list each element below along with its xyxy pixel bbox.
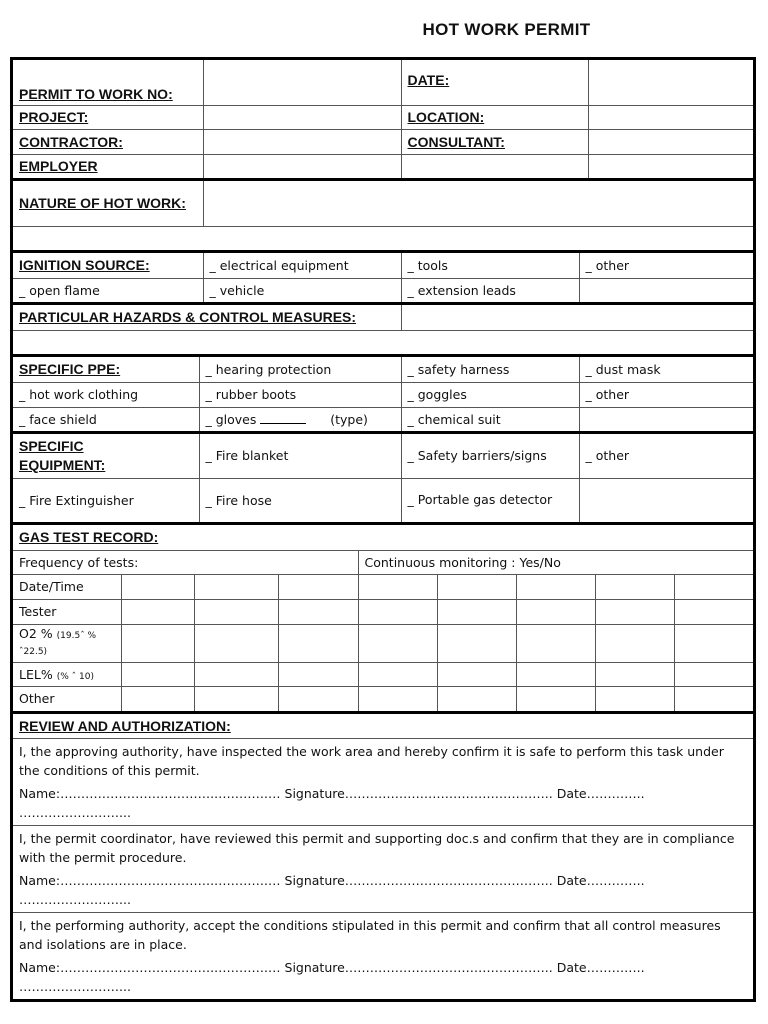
- gas-row-label: Tester: [13, 599, 121, 624]
- gas-row-label: Date/Time: [13, 574, 121, 599]
- contractor-field[interactable]: [203, 129, 401, 154]
- ppe-empty-cell: [579, 407, 753, 431]
- form-title: HOT WORK PERMIT: [422, 20, 591, 39]
- hazards-section: [13, 305, 753, 357]
- coordinator-statement: I, the permit coordinator, have reviewed this permit and supporting doc.s and confirm that they are in compliance with the permit procedure.: [19, 830, 735, 865]
- ppe-safety-harness-option[interactable]: _ safety harness: [408, 362, 510, 377]
- date-label: DATE:: [407, 72, 450, 88]
- ppe-rubber-boots-option[interactable]: _ rubber boots: [206, 387, 297, 402]
- employer-extra-2[interactable]: [588, 154, 753, 178]
- header-section: [13, 60, 753, 181]
- gas-frequency-label: Frequency of tests:: [19, 554, 139, 570]
- project-field[interactable]: [203, 105, 401, 129]
- equipment-label-line1: SPECIFIC: [19, 437, 84, 454]
- nature-section: [13, 181, 753, 253]
- equipment-other-option[interactable]: _ other: [586, 448, 630, 463]
- ppe-section: [13, 357, 753, 434]
- gas-row-datetime: [13, 574, 753, 599]
- lel-range: (% ˆ 10): [56, 671, 94, 682]
- ignition-other-option[interactable]: _ other: [586, 258, 630, 273]
- equipment-fire-blanket-option[interactable]: _ Fire blanket: [206, 448, 289, 463]
- coordinator-sign-line-cont[interactable]: ……………………...: [19, 891, 131, 907]
- date-field[interactable]: [588, 60, 753, 105]
- ppe-dust-mask-option[interactable]: _ dust mask: [586, 362, 661, 377]
- gas-row-other: [13, 686, 753, 711]
- gloves-type-blank[interactable]: [260, 423, 306, 424]
- location-label: LOCATION:: [407, 109, 485, 125]
- gas-row-label: LEL%: [19, 666, 53, 682]
- gas-row-label: Other: [13, 686, 121, 711]
- equipment-portable-gas-detector-option[interactable]: _ Portable gas detector: [408, 492, 553, 507]
- performing-statement: I, the performing authority, accept the conditions stipulated in this permit and confirm that all control measures and isolations are in place.: [19, 917, 721, 952]
- gas-label: GAS TEST RECORD:: [19, 529, 159, 546]
- gas-section: [13, 525, 753, 714]
- equipment-section: [13, 434, 753, 525]
- ignition-extension-leads-option[interactable]: _ extension leads: [408, 283, 516, 298]
- equipment-safety-barriers-option[interactable]: _ Safety barriers/signs: [408, 448, 547, 463]
- project-label: PROJECT:: [19, 109, 89, 125]
- approving-statement: I, the approving authority, have inspected the work area and hereby confirm it is safe to perform this task under the conditions of this permit.: [19, 743, 724, 778]
- ppe-other-option[interactable]: _ other: [586, 387, 630, 402]
- gas-row-tester: [13, 599, 753, 624]
- permit-no-label: PERMIT TO WORK NO:: [19, 85, 173, 102]
- ignition-electrical-option[interactable]: _ electrical equipment: [210, 258, 349, 273]
- nature-label: NATURE OF HOT WORK:: [19, 194, 186, 211]
- review-label: REVIEW AND AUTHORIZATION:: [19, 717, 231, 734]
- ppe-hearing-protection-option[interactable]: _ hearing protection: [206, 362, 332, 377]
- performing-sign-line[interactable]: Name:……………………………….………….… Signature………………………………………….. Date…………..: [19, 959, 645, 975]
- ignition-vehicle-option[interactable]: _ vehicle: [210, 283, 265, 298]
- ppe-gloves-option[interactable]: _ gloves: [206, 412, 257, 427]
- hazards-field[interactable]: [401, 305, 753, 330]
- ignition-label: IGNITION SOURCE:: [19, 257, 150, 274]
- ppe-label: SPECIFIC PPE:: [19, 361, 121, 378]
- review-section: [13, 714, 753, 999]
- nature-field[interactable]: [203, 181, 753, 226]
- approving-sign-line-cont[interactable]: ……………………...: [19, 804, 131, 820]
- contractor-label: CONTRACTOR:: [19, 133, 123, 150]
- approving-sign-line[interactable]: Name:……………………………….………….… Signature………………………………………….. Date…………..: [19, 785, 645, 801]
- coordinator-sign-line[interactable]: Name:……………………………….………….… Signature………………………………………….. Date…………..: [19, 872, 645, 888]
- location-field[interactable]: [588, 105, 753, 129]
- ignition-empty-cell: [579, 278, 753, 302]
- performing-sign-line-cont[interactable]: ……………………...: [19, 978, 131, 994]
- ppe-face-shield-option[interactable]: _ face shield: [19, 412, 97, 427]
- employer-label: EMPLOYER: [19, 158, 98, 175]
- equipment-fire-hose-option[interactable]: _ Fire hose: [206, 493, 272, 508]
- permit-form: [10, 57, 756, 1002]
- employer-field[interactable]: [203, 154, 401, 178]
- employer-extra-1[interactable]: [401, 154, 588, 178]
- ppe-hot-work-clothing-option[interactable]: _ hot work clothing: [19, 387, 138, 402]
- hazards-extra-field[interactable]: [13, 330, 753, 354]
- equipment-fire-extinguisher-option[interactable]: _ Fire Extinguisher: [19, 493, 134, 508]
- equipment-label-line2: EQUIPMENT:: [19, 456, 106, 473]
- gas-row-label: O2 %: [19, 626, 53, 641]
- ppe-chemical-suit-option[interactable]: _ chemical suit: [408, 412, 501, 427]
- ignition-tools-option[interactable]: _ tools: [408, 258, 448, 273]
- gas-row-o2: [13, 624, 753, 662]
- consultant-field[interactable]: [588, 129, 753, 154]
- o2-range: (19.5ˆ % ˆ22.5): [19, 631, 97, 657]
- gloves-type-label: (type): [330, 411, 368, 427]
- ppe-goggles-option[interactable]: _ goggles: [408, 387, 467, 402]
- gas-monitoring-label: Continuous monitoring : Yes/No: [364, 554, 561, 570]
- consultant-label: CONSULTANT:: [407, 133, 505, 150]
- hazards-label: PARTICULAR HAZARDS & CONTROL MEASURES:: [19, 309, 357, 326]
- permit-no-field[interactable]: [203, 60, 401, 105]
- nature-extra-field[interactable]: [13, 226, 753, 250]
- equipment-empty-cell: [579, 478, 753, 522]
- gas-row-lel: [13, 662, 753, 686]
- ignition-open-flame-option[interactable]: _ open flame: [19, 283, 100, 298]
- ignition-section: [13, 253, 753, 305]
